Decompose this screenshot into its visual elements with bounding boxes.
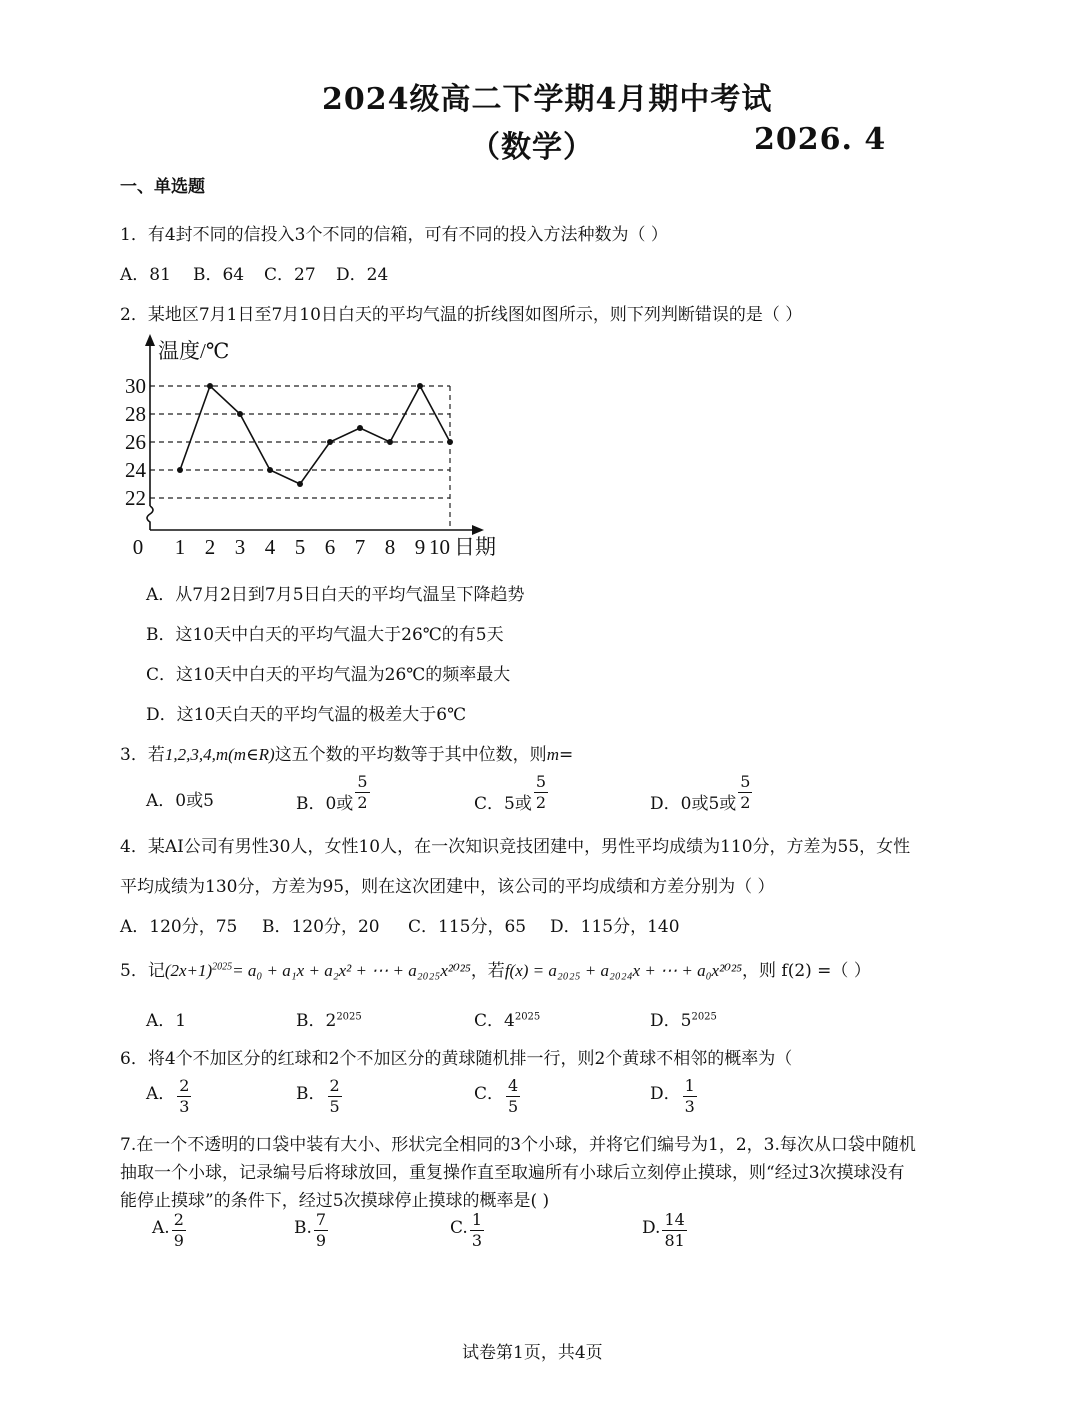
- x-tick-label-7: 7: [354, 535, 366, 559]
- q7-option-a: A. $\frac{2}{9}$: [152, 1210, 184, 1250]
- q6-option-b: B． $\frac{2}{5}$: [296, 1076, 340, 1116]
- temperature-line-chart: [110, 330, 530, 570]
- page-footer: 试卷第1页，共4页: [462, 1343, 603, 1363]
- q5-option-b: B．$2^{2025}$: [296, 1011, 362, 1031]
- data-point-day-5: [297, 481, 303, 487]
- q3-option-c: C．5或 $\frac{5}{2}$: [474, 772, 547, 814]
- data-point-day-9: [417, 383, 423, 389]
- section-heading: 一、单选题: [120, 177, 205, 197]
- x-tick-label-2: 2: [204, 535, 216, 559]
- q2-option-c: C．这10天中白天的平均气温为26℃的频率最大: [146, 665, 511, 685]
- series-line: [180, 386, 450, 484]
- origin-label: 0: [132, 535, 144, 559]
- q5-option-a: A．1: [146, 1011, 187, 1031]
- q6-option-a: A． $\frac{2}{3}$: [146, 1076, 190, 1116]
- q1-option-d: D．24: [336, 265, 389, 285]
- y-tick-label-30: 30: [125, 374, 146, 398]
- y-tick-label-28: 28: [125, 402, 146, 426]
- exam-subject: （数学）: [470, 130, 594, 165]
- exam-title: 2024级高二下学期4月期中考试: [322, 82, 773, 117]
- y-tick-label-26: 26: [125, 430, 146, 454]
- x-axis-arrow: [472, 525, 484, 535]
- data-point-day-10: [447, 439, 453, 445]
- x-tick-label-5: 5: [294, 535, 306, 559]
- question-2-text: 2．某地区7月1日至7月10日白天的平均气温的折线图如图所示，则下列判断错误的是（ ）: [120, 305, 803, 325]
- q6-option-d: D． $\frac{1}{3}$: [650, 1076, 695, 1116]
- question-3-text: 3．若1,2,3,4,m(m∈R)这五个数的平均数等于其中位数，则m=: [120, 745, 574, 765]
- y-tick-label-24: 24: [125, 458, 146, 482]
- q2-option-b: B．这10天中白天的平均气温大于26℃的有5天: [146, 625, 504, 645]
- q4-option-d: D．115分，140: [550, 917, 680, 937]
- y-axis-arrow: [145, 334, 155, 346]
- q2-option-a: A．从7月2日到7月5日白天的平均气温呈下降趋势: [146, 585, 525, 605]
- q3-option-d: D．0或5或 $\frac{5}{2}$: [650, 772, 751, 814]
- exam-date: 2026. 4: [754, 122, 887, 157]
- q4-option-c: C．115分，65: [408, 917, 527, 937]
- q2-option-d: D．这10天白天的平均气温的极差大于6℃: [146, 705, 467, 725]
- x-tick-label-10: 10: [429, 535, 450, 559]
- y-axis-label: 温度/℃: [158, 339, 230, 363]
- q5-option-c: C．$4^{2025}$: [474, 1011, 541, 1031]
- x-tick-label-9: 9: [414, 535, 426, 559]
- x-tick-label-4: 4: [264, 535, 276, 559]
- q6-option-c: C． $\frac{4}{5}$: [474, 1076, 519, 1116]
- question-7-line-2: 抽取一个小球，记录编号后将球放回，重复操作直至取遍所有小球后立刻停止摸球，则“经过3次摸球没有: [120, 1163, 905, 1183]
- question-6-text: 6．将4个不加区分的红球和2个不加区分的黄球随机排一行，则2个黄球不相邻的概率为（: [120, 1049, 793, 1069]
- data-point-day-3: [237, 411, 243, 417]
- question-1-text: 1．有4封不同的信投入3个不同的信箱，可有不同的投入方法种数为（ ）: [120, 225, 668, 245]
- q4-option-b: B．120分，20: [262, 917, 380, 937]
- data-point-day-2: [207, 383, 213, 389]
- question-7-line-1: 7.在一个不透明的口袋中装有大小、形状完全相同的3个小球，并将它们编号为1，2，3.每次从口袋中随机: [120, 1135, 916, 1155]
- question-5-text: 5．记$(2x+1)^{2025}= a_0 + a_1x + a_2x^2$ + ⋯ + a₂₀₂₅x²⁰²⁵，若f(x) = a₂₀₂₅ + a₂₀₂₄x + ⋯ + a₀x²⁰²⁵，则 f(2) =（ ）: [120, 961, 871, 981]
- q7-option-c: C. $\frac{1}{3}$: [450, 1210, 482, 1250]
- q7-option-b: B. $\frac{7}{9}$: [294, 1210, 327, 1250]
- x-axis-label: 日期: [454, 535, 496, 559]
- data-point-day-7: [357, 425, 363, 431]
- question-7-line-3: 能停止摸球”的条件下，经过5次摸球停止摸球的概率是( ): [120, 1191, 550, 1211]
- data-point-day-1: [177, 467, 183, 473]
- q1-option-a: A．81: [120, 265, 171, 285]
- q7-option-d: D. $\frac{14}{81}$: [642, 1210, 685, 1250]
- data-point-day-4: [267, 467, 273, 473]
- y-axis-break: [147, 506, 153, 530]
- data-point-day-6: [327, 439, 333, 445]
- question-4-line-2: 平均成绩为130分，方差为95，则在这次团建中，该公司的平均成绩和方差分别为（ ）: [120, 877, 775, 897]
- q4-option-a: A．120分，75: [120, 917, 238, 937]
- q3-option-a: A．0或5: [146, 791, 214, 811]
- x-tick-label-1: 1: [174, 535, 186, 559]
- q1-option-b: B．64: [193, 265, 245, 285]
- q5-option-d: D．$5^{2025}$: [650, 1011, 717, 1031]
- x-tick-label-3: 3: [234, 535, 246, 559]
- q1-option-c: C．27: [264, 265, 316, 285]
- question-4-line-1: 4．某AI公司有男性30人，女性10人，在一次知识竞技团建中，男性平均成绩为110分，方差为55，女性: [120, 837, 911, 857]
- x-tick-label-6: 6: [324, 535, 336, 559]
- data-point-day-8: [387, 439, 393, 445]
- q3-option-b: B．0或 $\frac{5}{2}$: [296, 772, 368, 814]
- x-tick-label-8: 8: [384, 535, 396, 559]
- y-tick-label-22: 22: [125, 486, 146, 510]
